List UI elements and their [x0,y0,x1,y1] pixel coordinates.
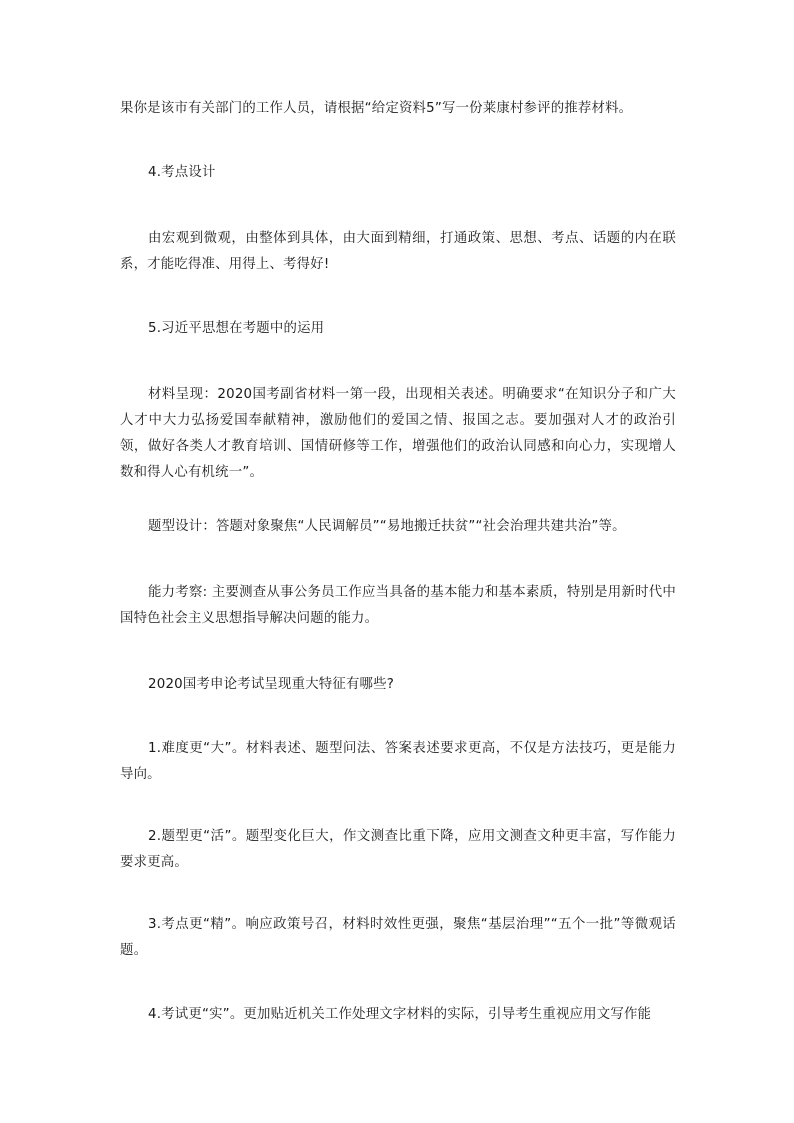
paragraph-material-presentation: 材料呈现：2020国考副省材料一第一段，出现相关表述。明确要求“在知识分子和广大人才中大力弘扬爱国奉献精神，激励他们的爱国之情、报国之志。要加强对人才的政治引领，做好各类人才教育培训、国情研修等工作，增强他们的政治认同感和向心力，实现增人数和得人心有机统一”。 [120,387,676,480]
paragraph-intro: 果你是该市有关部门的工作人员，请根据“给定资料5”写一份莱康村参评的推荐材料。 [120,101,633,116]
heading-exam-features: 2020国考申论考试呈现重大特征有哪些? [148,677,395,692]
paragraph-feature-difficulty: 1.难度更“大”。材料表述、题型问法、答案表述要求更高，不仅是方法技巧，更是能力导向。 [120,741,676,782]
paragraph-feature-question-type: 2.题型更“活”。题型变化巨大，作文测查比重下降，应用文测查文种更丰富，写作能力要求更高。 [120,829,676,870]
heading-exam-point-design: 4.考点设计 [148,165,216,180]
paragraph-question-type-design: 题型设计：答题对象聚焦“人民调解员”“易地搬迁扶贫”“社会治理共建共治”等。 [148,519,626,534]
paragraph-exam-point-design: 由宏观到微观，由整体到具体，由大面到精细，打通政策、思想、考点、话题的内在联系，才能吃得准、用得上、考得好! [120,231,676,272]
paragraph-ability-assessment: 能力考察: 主要测查从事公务员工作应当具备的基本能力和基本素质，特别是用新时代中国特色社会主义思想指导解决问题的能力。 [120,585,676,626]
paragraph-feature-exam-points: 3.考点更“精”。响应政策号召，材料时效性更强，聚焦“基层治理”“五个一批”等微观话题。 [120,917,676,958]
paragraph-feature-practicality: 4.考试更“实”。更加贴近机关工作处理文字材料的实际，引导考生重视应用文写作能 [148,1007,652,1022]
heading-thought-application: 5.习近平思想在考题中的运用 [148,321,325,336]
